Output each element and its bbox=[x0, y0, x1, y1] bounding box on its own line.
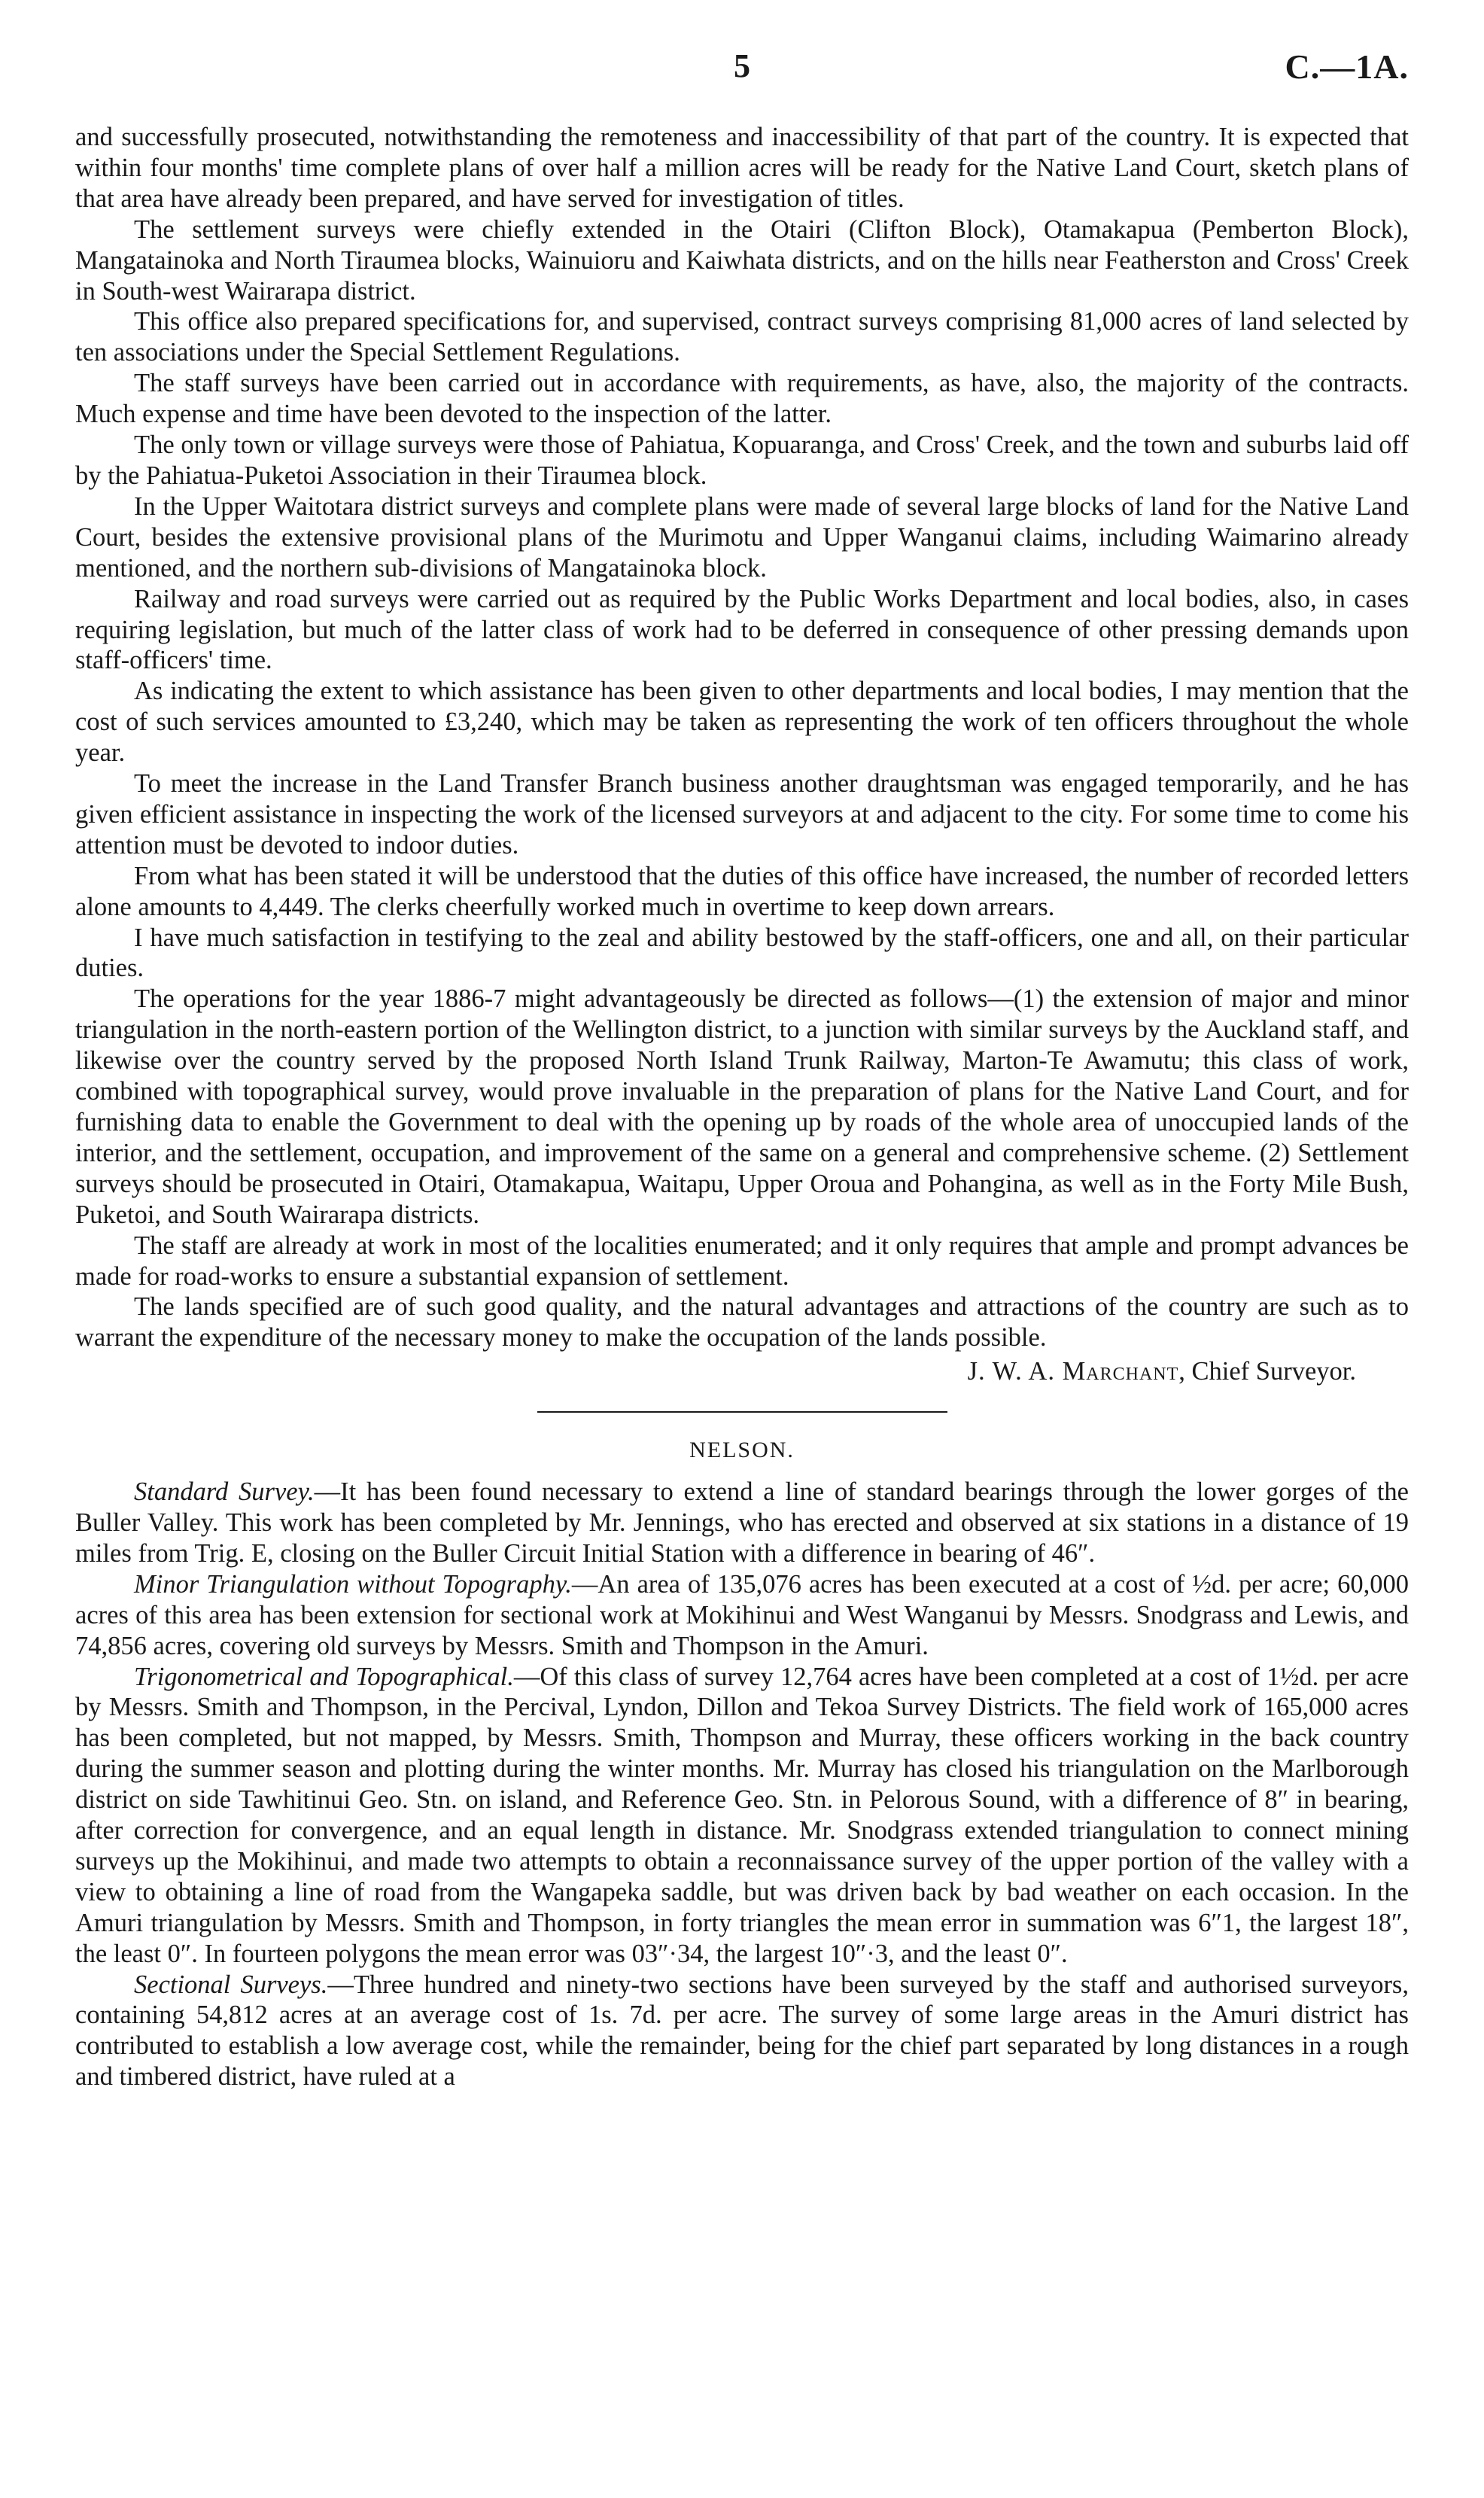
page-number: 5 bbox=[734, 47, 750, 84]
paragraph: The staff surveys have been carried out in accordance with requirements, as have, also, the majority of the contracts. Much expense and time have been devoted to the inspection of the latter. bbox=[75, 369, 1409, 429]
paragraph: The settlement surveys were chiefly extended in the Otairi (Clifton Block), Otamakapua (Pemberton Block), Mangatainoka and North Tiraumea blocks, Wainuioru and Kaiwhata districts, and on the hills near Featherston and Cross' Creek in South-west Wairarapa district. bbox=[75, 215, 1409, 306]
paragraph-trigonometrical bbox=[75, 1662, 1409, 1970]
paragraph-text: —Three hundred and ninety-two sections have been surveyed by the staff and authorised surveyors, containing 54,812 acres at an average cost of 1s. 7d. per acre. The survey of some large areas in the Amuri district has contributed to establish a low average cost, while the remainder, being for the chief part separated by long distances in a rough and timbered district, have ruled at a bbox=[75, 1970, 1409, 2092]
paragraph: This office also prepared specifications for, and supervised, contract surveys comprising 81,000 acres of land selected by ten associations under the Special Settlement Regulations. bbox=[75, 307, 1409, 367]
paragraph: To meet the increase in the Land Transfer Branch business another draughtsman was engaged temporarily, and he has given efficient assistance in inspecting the work of the licensed surveyors at and adjacent to the city. For some time to come his attention must be devoted to indoor duties. bbox=[75, 769, 1409, 860]
paragraph-text: d. per acre; 60,000 acres of this area has been extension for sectional work at Mokihinui and West Wanganui by Messrs. Snodgrass and Lewis, and 74,856 acres, covering old surveys by Messrs. Smith and Thompson in the Amuri. bbox=[75, 1569, 1409, 1660]
paragraph-minor-triangulation bbox=[75, 1569, 1409, 1662]
paragraph: I have much satisfaction in testifying to the zeal and ability bestowed by the staff-officers, one and all, on their particular duties. bbox=[75, 923, 1409, 983]
paragraph: The staff are already at work in most of the localities enumerated; and it only requires that ample and prompt advances be made for road-works to ensure a substantial expansion of settlement. bbox=[75, 1231, 1409, 1291]
signature-title: , Chief Surveyor. bbox=[1178, 1357, 1356, 1386]
section-heading-nelson: NELSON. bbox=[689, 1438, 795, 1463]
paragraph: As indicating the extent to which assistance has been given to other departments and local bodies, I may mention that the cost of such services amounted to £3,240, which may be taken as representing the work of ten officers throughout the whole year. bbox=[75, 677, 1409, 768]
page-reference: C.—1A. bbox=[1285, 47, 1409, 86]
section-divider bbox=[537, 1411, 947, 1413]
paragraph-sectional-surveys bbox=[75, 1970, 1409, 2093]
signature bbox=[75, 1356, 1409, 1387]
subheading-sectional-surveys: Sectional Surveys. bbox=[134, 1970, 328, 1999]
paragraph: and successfully prosecuted, notwithstanding the remoteness and inaccessibility of that part of the country. It is expected that within four months' time complete plans of over half a million acres will be ready for the Native Land Court, sketch plans of that area have already been prepared, and have served for investigation of titles. bbox=[75, 123, 1409, 213]
paragraph-text: —An area of 135,076 acres has been executed at a cost of bbox=[571, 1569, 1193, 1599]
paragraph: In the Upper Waitotara district surveys and complete plans were made of several large blocks of land for the Native Land Court, besides the extensive provisional plans of the Murimotu and Upper Wanganui claims, including Waimarino already mentioned, and the northern sub-divisions of Mangatainoka block. bbox=[75, 491, 1409, 583]
paragraph: From what has been stated it will be understood that the duties of this office have increased, the number of recorded letters alone amounts to 4,449. The clerks cheerfully worked much in overtime to keep down arrears. bbox=[75, 861, 1409, 921]
fraction: ½ bbox=[1192, 1569, 1212, 1599]
signature-name: J. W. A. Marchant bbox=[967, 1357, 1179, 1386]
paragraph: The only town or village surveys were those of Pahiatua, Kopuaranga, and Cross' Creek, and the town and suburbs laid off by the Pahiatua-Puketoi Association in their Tiraumea block. bbox=[75, 431, 1409, 490]
subheading-trigonometrical: Trigonometrical and Topographical. bbox=[134, 1662, 514, 1691]
paragraph: The lands specified are of such good quality, and the natural advantages and attractions of the country are such as to warrant the expenditure of the necessary money to make the occupation of the lands possible. bbox=[75, 1292, 1409, 1352]
paragraph: The operations for the year 1886-7 might advantageously be directed as follows—(1) the extension of major and minor triangulation in the north-eastern portion of the Wellington district, to a junction with similar surveys by the Auckland staff, and likewise over the country served by the proposed North Island Trunk Railway, Marton-Te Awamutu; this class of work, combined with topographical survey, would prove invaluable in the preparation of plans for the Native Land Court, and for furnishing data to enable the Government to deal with the opening up by roads of the whole area of unoccupied lands of the interior, and the settlement, occupation, and improvement of the same on a general and comprehensive scheme. (2) Settlement surveys should be prosecuted in Otairi, Otamakapua, Waitapu, Upper Oroua and Pohangina, as well as in the Forty Mile Bush, Puketoi, and South Wairarapa districts. bbox=[75, 984, 1409, 1229]
paragraph-text: —It has been found necessary to extend a line of standard bearings through the lower gorges of the Buller Valley. This work has been completed by Mr. Jennings, who has erected and observed at six stations in a distance of 19 miles from Trig. E, closing on the Buller Circuit Initial Station with a difference in bearing of 46″. bbox=[75, 1477, 1409, 1568]
body-text bbox=[75, 122, 1409, 2092]
subheading-minor-triangulation: Minor Triangulation without Topography. bbox=[134, 1569, 572, 1599]
subheading-standard-survey: Standard Survey. bbox=[134, 1477, 315, 1507]
paragraph-text: —Of this class of survey 12,764 acres have been completed at a cost of 1½d. per acre by Messrs. Smith and Thompson, in the Percival, Lyndon, Dillon and Tekoa Survey Districts. The field work of 165,000 acres has been completed, but not mapped, by Messrs. Smith, Thompson and Murray, these officers working in the back country during the summer season and plotting during the winter months. Mr. Murray has closed his triangulation on the Marlborough district on side Tawhitinui Geo. Stn. on island, and Reference Geo. Stn. in Pelorous Sound, with a difference of 8″ in bearing, after correction for convergence, and an equal length in distance. Mr. Snodgrass extended triangulation to connect mining surveys up the Mokihinui, and made two attempts to obtain a reconnaissance survey of the upper portion of the valley with a view to obtaining a line of road from the Wangapeka saddle, but was driven back by bad weather on each occasion. In the Amuri triangulation by Messrs. Smith and Thompson, in forty triangles the mean error in summation was 6″1, the largest 18″, the least 0″. In fourteen polygons the mean error was 03″·34, the largest 10″·3, and the least 0″. bbox=[75, 1662, 1409, 1968]
paragraph-standard-survey bbox=[75, 1477, 1409, 1569]
paragraph: Railway and road surveys were carried out as required by the Public Works Department and local bodies, also, in cases requiring legislation, but much of the latter class of work had to be deferred in consequence of other pressing demands upon staff-officers' time. bbox=[75, 584, 1409, 675]
